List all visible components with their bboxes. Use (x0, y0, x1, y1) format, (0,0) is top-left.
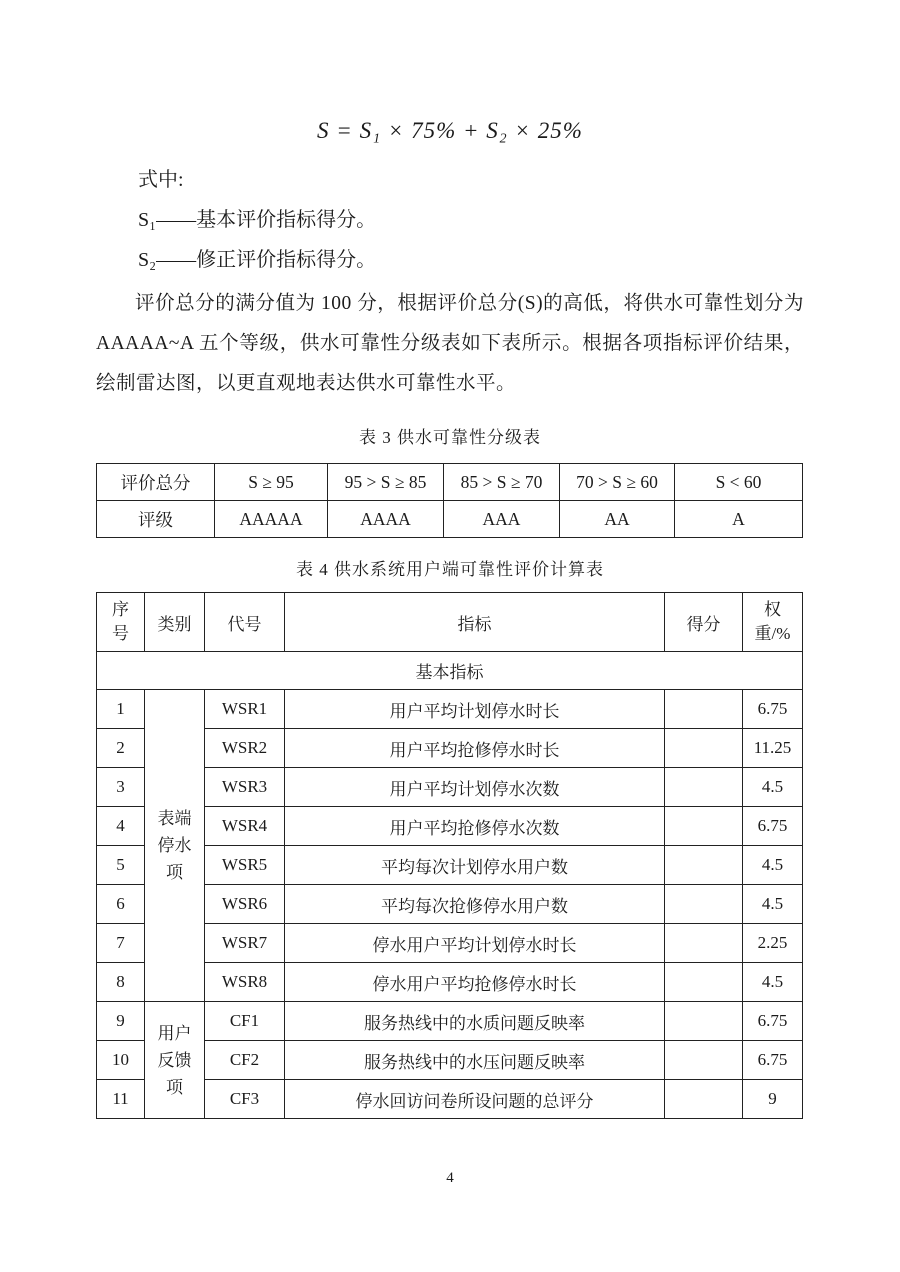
t4-indicator-cell: 用户平均计划停水时长 (285, 690, 665, 729)
definition-s1: S₁——基本评价指标得分。 (138, 209, 377, 231)
t3-row-grade (97, 501, 803, 538)
t4-no-cell: 4 (97, 807, 145, 846)
t4-code-cell: WSR6 (205, 885, 285, 924)
t4-no-cell: 7 (97, 924, 145, 963)
t4-indicator-cell: 用户平均抢修停水次数 (285, 807, 665, 846)
t4-score-cell (665, 1080, 743, 1119)
evaluation-calc-table (96, 592, 803, 1119)
t3-label-cell: 评价总分 (97, 464, 215, 501)
t4-code-cell: WSR1 (205, 690, 285, 729)
t4-indicator-cell: 服务热线中的水质问题反映率 (285, 1002, 665, 1041)
t3-cell: 85 > S ≥ 70 (444, 464, 560, 501)
t4-score-cell (665, 924, 743, 963)
t4-header-score: 得分 (665, 593, 743, 652)
t4-no-cell: 3 (97, 768, 145, 807)
t4-weight-cell: 6.75 (743, 690, 803, 729)
t4-code-cell: WSR4 (205, 807, 285, 846)
table3-caption: 表 3 供水可靠性分级表 (359, 428, 541, 447)
t4-code-cell: WSR8 (205, 963, 285, 1002)
t4-weight-cell: 2.25 (743, 924, 803, 963)
t4-section-cell: 基本指标 (97, 652, 803, 690)
t4-category-cell: 用户反馈项 (145, 1002, 205, 1119)
t4-header-weight: 权重/% (743, 593, 803, 652)
t4-score-cell (665, 690, 743, 729)
t4-no-cell: 5 (97, 846, 145, 885)
t4-weight-cell: 9 (743, 1080, 803, 1119)
t4-no-cell: 9 (97, 1002, 145, 1041)
t4-indicator-cell: 停水用户平均计划停水时长 (285, 924, 665, 963)
t4-no-cell: 6 (97, 885, 145, 924)
t4-indicator-cell: 平均每次抢修停水用户数 (285, 885, 665, 924)
t4-indicator-cell: 停水回访问卷所设问题的总评分 (285, 1080, 665, 1119)
where-label: 式中: (138, 169, 184, 191)
t4-score-cell (665, 1041, 743, 1080)
t3-cell: AAAA (328, 501, 444, 538)
page-content (96, 0, 804, 1119)
t4-score-cell (665, 768, 743, 807)
body-paragraph: 评价总分的满分值为 100 分，根据评价总分(S)的高低，将供水可靠性划分为 AAAAA~A 五个等级，供水可靠性分级表如下表所示。根据各项指标评价结果，绘制雷达图，以更直观地表达供水可靠性水平。 (96, 293, 804, 394)
t4-weight-cell: 6.75 (743, 1002, 803, 1041)
t4-indicator-cell: 用户平均抢修停水时长 (285, 729, 665, 768)
t4-code-cell: WSR2 (205, 729, 285, 768)
t4-score-cell (665, 807, 743, 846)
t4-section-row (97, 652, 803, 690)
table4-caption: 表 4 供水系统用户端可靠性评价计算表 (296, 560, 604, 579)
t4-no-cell: 1 (97, 690, 145, 729)
score-formula: S = S₁ × 75% + S₂ × 25% (317, 118, 583, 143)
t3-cell: 70 > S ≥ 60 (560, 464, 675, 501)
t4-weight-cell: 4.5 (743, 885, 803, 924)
t4-weight-cell: 4.5 (743, 846, 803, 885)
t4-code-cell: WSR3 (205, 768, 285, 807)
t4-weight-cell: 4.5 (743, 963, 803, 1002)
t4-score-cell (665, 846, 743, 885)
t4-indicator-cell: 用户平均计划停水次数 (285, 768, 665, 807)
t3-cell: 95 > S ≥ 85 (328, 464, 444, 501)
t4-header-no: 序号 (97, 593, 145, 652)
t4-score-cell (665, 885, 743, 924)
t4-code-cell: CF3 (205, 1080, 285, 1119)
t4-weight-cell: 6.75 (743, 807, 803, 846)
t4-score-cell (665, 1002, 743, 1041)
t4-no-cell: 10 (97, 1041, 145, 1080)
t3-cell: AAAAA (215, 501, 328, 538)
t3-label-cell: 评级 (97, 501, 215, 538)
reliability-grading-table (96, 463, 803, 538)
table-row (97, 1002, 803, 1041)
t4-score-cell (665, 963, 743, 1002)
t3-cell: A (675, 501, 803, 538)
page-number: 4 (446, 1170, 454, 1186)
definition-s2: S₂——修正评价指标得分。 (138, 249, 377, 271)
t3-cell: S ≥ 95 (215, 464, 328, 501)
t3-row-score (97, 464, 803, 501)
t4-code-cell: WSR7 (205, 924, 285, 963)
t4-no-cell: 11 (97, 1080, 145, 1119)
t4-weight-cell: 11.25 (743, 729, 803, 768)
t3-cell: AAA (444, 501, 560, 538)
t4-category-cell: 表端停水项 (145, 690, 205, 1002)
t4-score-cell (665, 729, 743, 768)
t4-code-cell: CF1 (205, 1002, 285, 1041)
t4-indicator-cell: 服务热线中的水压问题反映率 (285, 1041, 665, 1080)
t4-indicator-cell: 停水用户平均抢修停水时长 (285, 963, 665, 1002)
t4-code-cell: WSR5 (205, 846, 285, 885)
t4-no-cell: 2 (97, 729, 145, 768)
t4-code-cell: CF2 (205, 1041, 285, 1080)
t4-header-indicator: 指标 (285, 593, 665, 652)
t4-header-row (97, 593, 803, 652)
table-row (97, 690, 803, 729)
t3-cell: S < 60 (675, 464, 803, 501)
t4-header-category: 类别 (145, 593, 205, 652)
t4-indicator-cell: 平均每次计划停水用户数 (285, 846, 665, 885)
t4-weight-cell: 6.75 (743, 1041, 803, 1080)
t4-header-code: 代号 (205, 593, 285, 652)
t4-no-cell: 8 (97, 963, 145, 1002)
t3-cell: AA (560, 501, 675, 538)
t4-weight-cell: 4.5 (743, 768, 803, 807)
